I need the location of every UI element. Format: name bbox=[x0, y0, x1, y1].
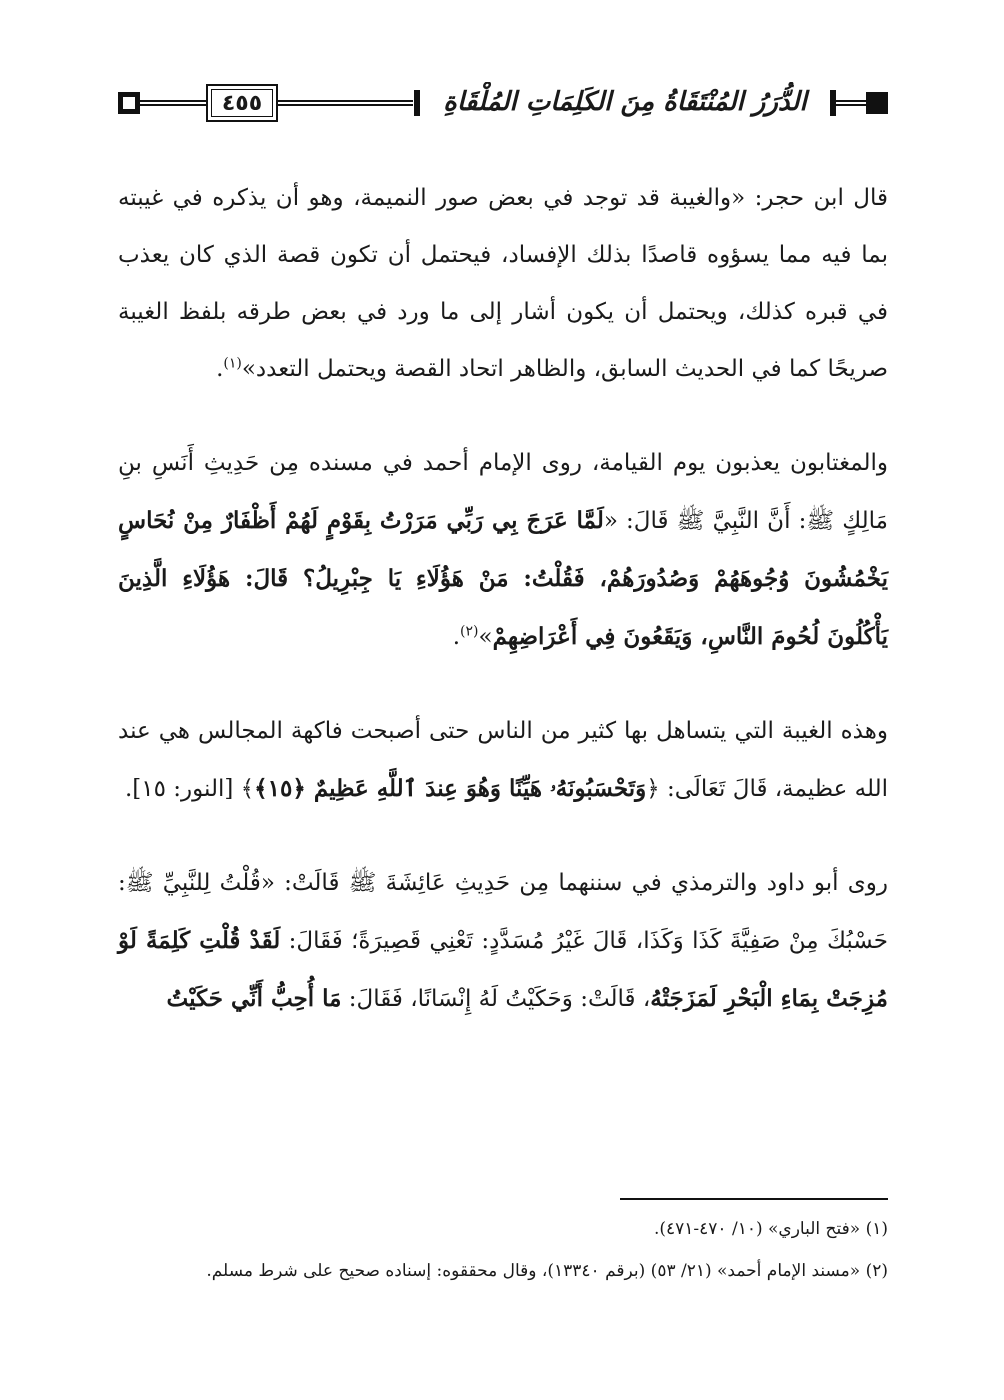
header-rule bbox=[140, 100, 206, 106]
paragraph bbox=[118, 703, 888, 818]
header-rule bbox=[836, 100, 866, 106]
page-header bbox=[118, 82, 888, 126]
footnote-separator bbox=[620, 1198, 888, 1200]
text-run: وهذه الغيبة التي يتساهل بها كثير من الناس حتى أصبحت فاكهة المجالس هي عند الله عظيمة، قَالَ تَعَالَى: ﴿ bbox=[118, 718, 888, 802]
quoted-text: مَا أُحِبُّ أَنِّي حَكَيْتُ bbox=[166, 985, 342, 1012]
quoted-text: لَقَدْ قُلْتِ كَلِمَةً لَوْ مُزِجَتْ بِمَاءِ الْبَحْرِ لَمَزَجَتْهُ bbox=[118, 927, 888, 1012]
text-run: » bbox=[478, 624, 493, 650]
header-rule bbox=[278, 100, 413, 106]
text-run: . bbox=[452, 624, 461, 650]
footnotes bbox=[118, 1212, 888, 1296]
text-run: ﴾ [النور: ١٥]. bbox=[124, 776, 255, 802]
paragraph bbox=[118, 435, 888, 666]
footnote-1: (١) «فتح الباري» (١٠/ ٤٧٠-٤٧١). bbox=[653, 1219, 888, 1239]
text-run: والمغتابون يعذبون يوم القيامة، روى الإمام أحمد في مسنده مِن حَدِيثِ أَنَسِ بنِ مَالِكٍ ﷺ: أَنَّ النَّبِيَّ ﷺ قَالَ: « bbox=[118, 450, 889, 534]
page-number: ٤٥٥ bbox=[206, 84, 278, 122]
text-run: قال ابن حجر: «والغيبة قد توجد في بعض صور النميمة، وهو أن يذكره في غيبته بما فيه مما يسؤوه قاصدًا بذلك الإفساد، فيحتمل أن تكون قصة الذي كان يعذب في قبره كذلك، ويحتمل أن يكون أشار إلى ما ورد في بعض طرقه بلفظ الغيبة صريحًا كما في الحديث السابق، والظاهر اتحاد القصة ويحتمل التعدد» bbox=[118, 185, 888, 382]
text-run: ، قَالَتْ: وَحَكَيْتُ لَهُ إِنْسَانًا، فَقَالَ: bbox=[341, 986, 651, 1012]
paragraph bbox=[118, 170, 888, 398]
footnote-ref: (٢) bbox=[460, 623, 479, 640]
quoted-text: وَتَحْسَبُونَهُۥ هَيِّنًا وَهُوَ عِندَ ٱللَّهِ عَظِيمٌ ﴿١٥﴾ bbox=[254, 775, 647, 802]
quoted-text: لَمَّا عَرَجَ بِي رَبِّي مَرَرْتُ بِقَوْمٍ لَهُمْ أَظْفَارٌ مِنْ نُحَاسٍ يَخْمُشُونَ وُجُوهَهُمْ وَصُدُورَهُمْ، فَقُلْتُ: مَنْ هَؤُلَاءِ يَا جِبْرِيلُ؟ قَالَ: هَؤُلَاءِ الَّذِينَ يَأْكُلُونَ لُحُومَ النَّاسِ، وَيَقَعُونَ فِي أَعْرَاضِهِمْ bbox=[118, 507, 888, 650]
footnote-2: (٢) «مسند الإمام أحمد» (٢١/ ٥٣) (برقم ١٣٣٤٠)، وقال محققوه: إسناده صحيح على شرط مسلم. bbox=[206, 1261, 888, 1281]
page-body bbox=[118, 170, 888, 1065]
header-ornament-square-left bbox=[118, 92, 140, 114]
header-ornament-square-right bbox=[866, 92, 888, 114]
footnote-ref: (١) bbox=[223, 355, 242, 372]
book-title: الدُّرَرُ المُنْتَقَاةُ مِنَ الكَلِمَاتِ المُلْقَاةِ bbox=[443, 87, 807, 117]
text-run: روى أبو داود والترمذي في سننهما مِن حَدِيثِ عَائِشَةَ ﷺ قَالَتْ: «قُلْتُ لِلنَّبِيِّ ﷺ: حَسْبُكَ مِنْ صَفِيَّةَ كَذَا وَكَذَا، قَالَ غَيْرُ مُسَدَّدٍ: تَعْنِي قَصِيرَةً؛ فَقَالَ: bbox=[118, 870, 889, 954]
header-bar bbox=[414, 90, 420, 116]
text-run: . bbox=[216, 356, 224, 382]
paragraph bbox=[118, 855, 888, 1028]
